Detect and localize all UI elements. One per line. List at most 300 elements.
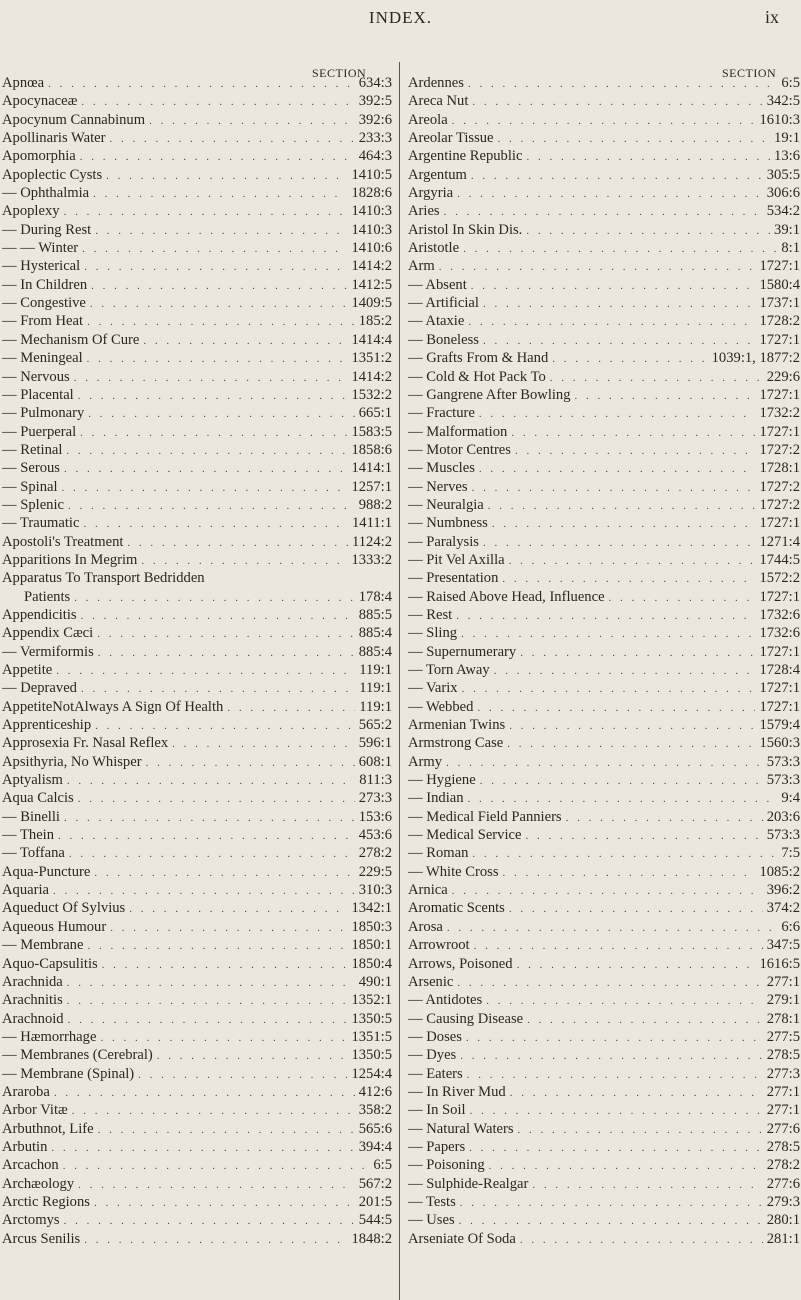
index-term: — Binelli: [2, 808, 60, 825]
index-entry: [2, 918, 392, 936]
index-term: Aristotle: [408, 240, 460, 257]
index-entry: [408, 863, 800, 881]
index-entry: [2, 1101, 392, 1119]
section-reference: 1727:1: [759, 423, 800, 440]
index-entry: [2, 1120, 392, 1138]
dot-leader: [227, 699, 355, 716]
index-entry: [2, 92, 392, 110]
dot-leader: [78, 387, 348, 404]
index-term: Apsithyria, No Whisper: [2, 753, 142, 770]
dot-leader: [489, 1157, 763, 1174]
index-entry: [2, 459, 392, 477]
section-reference: 277:1: [766, 1083, 800, 1100]
section-reference: 885:4: [358, 625, 392, 642]
index-entry: [408, 221, 800, 239]
index-entry: [408, 918, 800, 936]
section-reference: 1410:3: [351, 221, 392, 238]
dot-leader: [609, 589, 756, 606]
section-reference: 1583:5: [351, 423, 392, 440]
index-term: — Grafts From & Hand: [408, 350, 549, 367]
index-term: Appendicitis: [2, 606, 77, 623]
index-entry: [2, 496, 392, 514]
section-reference: 279:3: [766, 1193, 800, 1210]
dot-leader: [146, 754, 355, 771]
dot-leader: [525, 827, 762, 844]
dot-leader: [483, 295, 756, 312]
dot-leader: [480, 772, 763, 789]
index-entry: [2, 221, 392, 239]
section-reference: 280:1: [766, 1212, 800, 1229]
section-reference: 1350:5: [351, 1010, 392, 1027]
index-entry: [408, 166, 800, 184]
index-term: — Numbness: [408, 515, 488, 532]
index-term: Apocynum Cannabinum: [2, 111, 146, 128]
index-term: Arachnida: [2, 973, 63, 990]
section-reference: 573:3: [766, 753, 800, 770]
dot-leader: [74, 369, 348, 386]
dot-leader: [82, 240, 347, 257]
section-reference: 392:6: [358, 111, 392, 128]
index-term: — Medical Service: [408, 827, 522, 844]
index-entry: [408, 1120, 800, 1138]
section-reference: 1560:3: [759, 735, 800, 752]
index-entry: [2, 569, 392, 587]
dot-leader: [575, 387, 756, 404]
index-term: Aquo-Capsulitis: [2, 955, 98, 972]
dot-leader: [479, 405, 756, 422]
index-term: — Gangrene After Bowling: [408, 386, 571, 403]
dot-leader: [94, 864, 354, 881]
index-entry: [408, 551, 800, 569]
dot-leader: [472, 479, 756, 496]
dot-leader: [526, 222, 770, 239]
dot-leader: [503, 864, 756, 881]
index-entry: [2, 1046, 392, 1064]
index-term: Arbutin: [2, 1138, 48, 1155]
index-entry: [408, 111, 800, 129]
index-term: — From Heat: [2, 313, 84, 330]
section-reference: 1414:1: [351, 460, 392, 477]
dot-leader: [87, 350, 348, 367]
index-term: — Doses: [408, 1028, 462, 1045]
section-reference: 665:1: [358, 405, 392, 422]
index-term: — Ataxie: [408, 313, 465, 330]
index-entry: [2, 1211, 392, 1229]
dot-leader: [110, 919, 347, 936]
section-reference: 1732:6: [759, 606, 800, 623]
index-entry: [408, 661, 800, 679]
index-term: — Dyes: [408, 1047, 457, 1064]
dot-leader: [486, 992, 763, 1009]
section-reference: 229:5: [358, 863, 392, 880]
dot-leader: [471, 167, 763, 184]
index-entry: [408, 92, 800, 110]
column-divider: [399, 62, 400, 1300]
section-reference: 1728:2: [759, 313, 800, 330]
section-reference: 185:2: [358, 313, 392, 330]
section-reference: 1850:1: [351, 937, 392, 954]
dot-leader: [143, 332, 347, 349]
section-reference: 1732:6: [759, 625, 800, 642]
index-entry: [408, 1138, 800, 1156]
index-term: Argentine Republic: [408, 148, 523, 165]
section-reference: 567:2: [358, 1175, 392, 1192]
index-entry: [408, 368, 800, 386]
index-term: — Medical Field Panniers: [408, 808, 562, 825]
section-reference: 573:3: [766, 827, 800, 844]
running-head: INDEX.: [368, 8, 433, 27]
index-term: — Motor Centres: [408, 441, 511, 458]
dot-leader: [106, 167, 347, 184]
dot-leader: [110, 130, 355, 147]
index-term: Appetite: [2, 662, 53, 678]
section-reference: 1271:4: [759, 533, 800, 550]
section-reference: 1410:6: [351, 240, 392, 257]
section-reference: 39:1: [774, 221, 800, 238]
section-reference: 634:3: [358, 75, 392, 91]
dot-leader: [515, 442, 755, 459]
dot-leader: [452, 112, 756, 129]
section-reference: 306:6: [766, 185, 800, 202]
index-entry: [408, 881, 800, 899]
index-entry: [408, 147, 800, 165]
index-entry: [2, 661, 392, 679]
index-term: Areola: [408, 111, 448, 128]
index-term: — Splenic: [2, 496, 65, 513]
section-reference: 565:2: [358, 717, 392, 734]
index-entry: [408, 1010, 800, 1028]
index-entry: [408, 973, 800, 991]
index-term: — Eaters: [408, 1065, 463, 1082]
dot-leader: [63, 1157, 370, 1174]
dot-leader: [494, 662, 756, 679]
index-entry: [408, 826, 800, 844]
dot-leader: [72, 1102, 355, 1119]
section-reference: 119:1: [359, 680, 392, 697]
section-reference: 278:5: [766, 1047, 800, 1064]
index-entry: [2, 899, 392, 917]
dot-leader: [66, 442, 347, 459]
section-reference: 13:6: [774, 148, 800, 165]
dot-leader: [447, 919, 777, 936]
index-entry: [2, 184, 392, 202]
dot-leader: [502, 570, 755, 587]
dot-leader: [498, 130, 771, 147]
index-term: — Cold & Hot Pack To: [408, 368, 546, 385]
dot-leader: [54, 1084, 355, 1101]
index-term: — Roman: [408, 845, 469, 862]
dot-leader: [457, 185, 763, 202]
dot-leader: [68, 497, 355, 514]
dot-leader: [127, 534, 348, 551]
section-reference: 203:6: [766, 808, 800, 825]
dot-leader: [517, 956, 756, 973]
dot-leader: [466, 1029, 763, 1046]
index-term: Apoplexy: [2, 203, 60, 220]
index-entry: [2, 276, 392, 294]
index-term: Aristol In Skin Dis.: [408, 221, 523, 238]
index-entry: [2, 1175, 392, 1193]
index-entry: [408, 386, 800, 404]
section-reference: 1414:2: [351, 368, 392, 385]
section-reference: 412:6: [358, 1083, 392, 1100]
section-reference: 1850:4: [351, 955, 392, 972]
section-column-label-left: SECTION: [312, 66, 367, 80]
dot-leader: [91, 277, 347, 294]
index-term: — Antidotes: [408, 992, 483, 1009]
index-entry: [2, 551, 392, 569]
section-reference: 1414:2: [351, 258, 392, 275]
dot-leader: [83, 515, 348, 532]
index-term: — Membrane (Spinal): [2, 1065, 135, 1082]
index-entry: [408, 312, 800, 330]
section-reference: 1727:2: [759, 496, 800, 513]
index-term: Apnœa: [2, 75, 45, 91]
section-reference: 1257:1: [351, 478, 392, 495]
index-entry: [2, 679, 392, 697]
index-entry: [408, 441, 800, 459]
index-entry: [2, 1138, 392, 1156]
dot-leader: [509, 552, 756, 569]
section-reference: 1727:1: [759, 698, 800, 715]
section-reference: 885:4: [358, 643, 392, 660]
dot-leader: [88, 405, 354, 422]
index-term: Aqua Calcis: [2, 790, 74, 807]
index-entry: [2, 166, 392, 184]
index-term: — Congestive: [2, 295, 86, 312]
index-term: — Malformation: [408, 423, 508, 440]
index-term: — Boneless: [408, 331, 479, 348]
index-entry: [2, 1010, 392, 1028]
dot-leader: [67, 772, 355, 789]
index-entry: [408, 239, 800, 257]
section-reference: 1351:5: [351, 1028, 392, 1045]
section-reference: 1727:2: [759, 478, 800, 495]
index-term: — Sling: [408, 625, 458, 642]
index-entry: [2, 423, 392, 441]
section-reference: 1727:1: [759, 386, 800, 403]
index-entry: [2, 1156, 392, 1174]
index-entry: [408, 257, 800, 275]
index-entry: [2, 514, 392, 532]
index-term: — Paralysis: [408, 533, 479, 550]
section-reference: 988:2: [358, 496, 392, 513]
section-reference: 277:6: [766, 1175, 800, 1192]
index-term: — Presentation: [408, 570, 499, 587]
dot-leader: [509, 717, 755, 734]
index-term: — Tests: [408, 1193, 456, 1210]
index-term: — Hæmorrhage: [2, 1028, 97, 1045]
dot-leader: [94, 1194, 355, 1211]
index-entry: [408, 74, 800, 92]
index-column-right: [408, 74, 800, 1248]
dot-leader: [566, 809, 763, 826]
dot-leader: [138, 1066, 347, 1083]
index-term: Aqueduct Of Sylvius: [2, 900, 126, 917]
index-term: Araroba: [2, 1083, 50, 1100]
section-reference: 229:6: [766, 368, 800, 385]
index-term: Apparitions In Megrim: [2, 551, 138, 568]
index-entry: [2, 753, 392, 771]
section-reference: 811:3: [359, 772, 392, 789]
index-term: — Neuralgia: [408, 496, 484, 513]
section-reference: 1350:5: [351, 1047, 392, 1064]
dot-leader: [141, 552, 347, 569]
index-term: Appendix Cæci: [2, 625, 94, 642]
dot-leader: [471, 277, 756, 294]
section-reference: 153:6: [358, 808, 392, 825]
dot-leader: [149, 112, 355, 129]
index-term: Argentum: [408, 166, 467, 183]
index-term: — Pulmonary: [2, 405, 85, 422]
dot-leader: [172, 735, 355, 752]
section-reference: 1411:1: [352, 515, 392, 532]
index-entry: [408, 496, 800, 514]
index-entry: [2, 771, 392, 789]
index-entry: [408, 1101, 800, 1119]
index-entry: [408, 955, 800, 973]
dot-leader: [472, 93, 762, 110]
section-reference: 277:1: [766, 973, 800, 990]
index-entry: [2, 404, 392, 422]
section-reference: 1409:5: [351, 295, 392, 312]
index-entry: [2, 955, 392, 973]
index-term: — In River Mud: [408, 1083, 506, 1100]
dot-leader: [78, 790, 355, 807]
index-entry: [408, 679, 800, 697]
index-term: — Nervous: [2, 368, 70, 385]
dot-leader: [56, 662, 355, 679]
dot-leader: [552, 350, 707, 367]
dot-leader: [90, 295, 348, 312]
section-reference: 1858:6: [351, 441, 392, 458]
index-term: Aromatic Scents: [408, 900, 505, 917]
section-reference: 277:6: [766, 1120, 800, 1137]
dot-leader: [477, 699, 755, 716]
index-term: Apprenticeship: [2, 717, 92, 734]
index-term: — Toffana: [2, 845, 65, 862]
index-term: Apollinaris Water: [2, 130, 106, 147]
index-entry: [2, 294, 392, 312]
dot-leader: [511, 424, 755, 441]
index-term: Armstrong Case: [408, 735, 504, 752]
index-entry: [408, 624, 800, 642]
index-term: Apocynaceæ: [2, 93, 78, 110]
dot-leader: [469, 1139, 763, 1156]
section-reference: 1579:4: [759, 717, 800, 734]
index-entry: [408, 423, 800, 441]
index-term: — Pit Vel Axilla: [408, 551, 505, 568]
section-reference: 1727:1: [759, 331, 800, 348]
dot-leader: [62, 479, 348, 496]
dot-leader: [97, 625, 355, 642]
dot-leader: [95, 717, 355, 734]
index-term: — Depraved: [2, 680, 77, 697]
section-reference: 19:1: [774, 130, 800, 147]
dot-leader: [80, 148, 355, 165]
index-entry: [2, 533, 392, 551]
dot-leader: [510, 1084, 763, 1101]
index-entry: [408, 331, 800, 349]
section-reference: 534:2: [766, 203, 800, 220]
index-entry: [408, 276, 800, 294]
dot-leader: [53, 882, 355, 899]
index-entry: [408, 753, 800, 771]
index-entry: [2, 789, 392, 807]
index-entry: [408, 588, 800, 606]
section-reference: 565:6: [358, 1120, 392, 1137]
index-term: Arbor Vitæ: [2, 1102, 68, 1119]
index-term: Areca Nut: [408, 93, 469, 110]
section-reference: 1085:2: [759, 863, 800, 880]
index-term: Arsenic: [408, 973, 454, 990]
section-reference: 1727:1: [759, 643, 800, 660]
index-term: — Membrane: [2, 937, 84, 954]
index-entry: [2, 698, 392, 716]
section-reference: 1850:3: [351, 918, 392, 935]
index-entry: [2, 239, 392, 257]
dot-leader: [129, 900, 347, 917]
index-term: — White Cross: [408, 863, 499, 880]
section-reference: 8:1: [781, 240, 800, 257]
dot-leader: [102, 956, 348, 973]
dot-leader: [78, 1176, 355, 1193]
index-term: Arm: [408, 258, 435, 275]
dot-leader: [98, 1121, 355, 1138]
section-reference: 278:2: [358, 845, 392, 862]
dot-leader: [67, 992, 348, 1009]
section-reference: 305:5: [766, 166, 800, 183]
index-entry: [408, 789, 800, 807]
index-entry: [2, 386, 392, 404]
section-reference: 1410:5: [351, 166, 392, 183]
section-reference: 273:3: [358, 790, 392, 807]
section-reference: 885:5: [358, 606, 392, 623]
index-term: Arachnitis: [2, 992, 63, 1009]
index-term: — Papers: [408, 1138, 466, 1155]
index-term: — Muscles: [408, 460, 475, 477]
section-reference: 1580:4: [759, 276, 800, 293]
index-entry: [2, 881, 392, 899]
section-reference: 1727:1: [759, 680, 800, 697]
index-term: — In Children: [2, 276, 88, 293]
index-term: Arseniate Of Soda: [408, 1230, 516, 1247]
dot-leader: [479, 460, 756, 477]
section-reference: 1039:1, 1877:2: [711, 350, 800, 367]
index-entry: [408, 771, 800, 789]
index-entry: [2, 478, 392, 496]
index-entry: [2, 441, 392, 459]
index-term: — Ophthalmia: [2, 185, 90, 202]
index-entry: [2, 1065, 392, 1083]
index-term: Arcachon: [2, 1157, 59, 1174]
dot-leader: [87, 937, 347, 954]
index-entry: [2, 202, 392, 220]
section-reference: 1732:2: [759, 405, 800, 422]
dot-leader: [64, 203, 348, 220]
section-reference: 7:5: [781, 845, 800, 862]
index-term: Arctomys: [2, 1212, 60, 1229]
dot-leader: [81, 680, 355, 697]
dot-leader: [488, 497, 756, 514]
dot-leader: [550, 369, 763, 386]
section-reference: 342:5: [766, 93, 800, 110]
section-reference: 6:5: [781, 75, 800, 91]
section-reference: 453:6: [358, 827, 392, 844]
dot-leader: [532, 1176, 762, 1193]
section-reference: 1410:3: [351, 203, 392, 220]
index-entry: [2, 973, 392, 991]
